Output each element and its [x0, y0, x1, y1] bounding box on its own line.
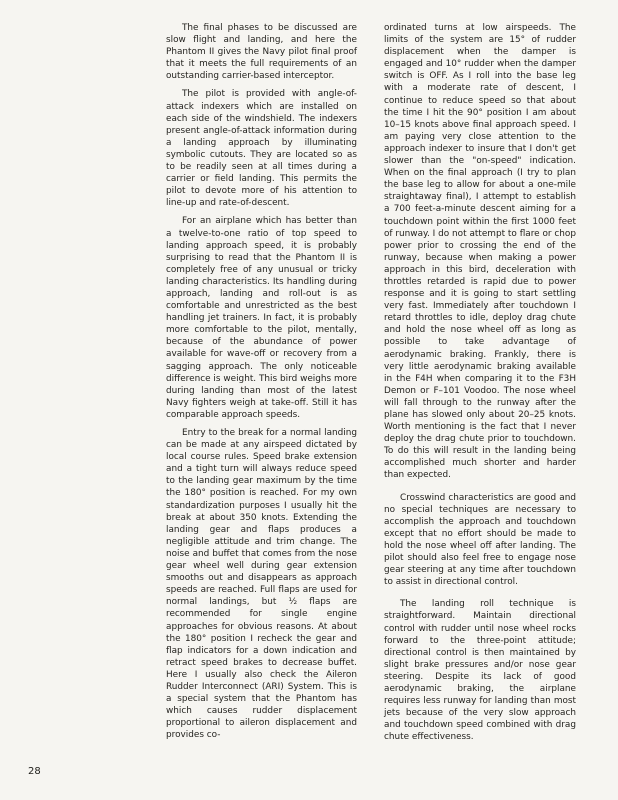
left-column	[166, 22, 357, 747]
page-number: 28	[28, 766, 41, 777]
paragraph: For an airplane which has better than a twelve-to-one ratio of top speed to landing approach speed, it is probably surprising to read that the Phantom II is completely free of any unusual or tricky landing characteristics. Its handling during approach, landing and roll-out is as comfortable and unrestricted as the best handling jet trainers. In fact, it is probably more comfortable to the pilot, mentally, because of the abundance of power available for wave-off or recovery from a sagging approach. The only noticeable difference is weight. This bird weighs more during landing than most of the latest Navy fighters weigh at take-off. Still it has comparable approach speeds.	[166, 216, 357, 420]
paragraph: ordinated turns at low airspeeds. The limits of the system are 15° of rudder displacement when the damper is engaged and 10° rudder when the damper switch is OFF. As I roll into the base leg with a moderate rate of descent, I continue to reduce speed so that about the time I hit the 90° position I am about 10–15 knots above final approach speed. I am paying very close attention to the approach indexer to insure that I don't get slower than the "on-speed" indication. When on the final approach (I try to plan the base leg to allow for about a one-mile straightaway final), I attempt to establish a 700 feet-a-minute descent aiming for a touchdown point within the first 1000 feet of runway. I do not attempt to flare or chop power prior to crossing the end of the runway, because when making a power approach in this bird, deceleration with throttles retarded is rapid due to power response and it is going to start settling very fast. Immediately after touchdown I retard throttles to idle, deploy drag chute and hold the nose wheel off as long as possible to take advantage of aerodynamic braking. Frankly, there is very little aerodynamic braking available in the F4H when comparing it to the F3H Demon or F–101 Voodoo. The nose wheel will fall through to the runway after the plane has slowed only about 20–25 knots. Worth mentioning is the fact that I never deploy the drag chute prior to touchdown. To do this will result in the landing being accomplished much shorter and harder than expected.	[384, 23, 576, 481]
paragraph: Entry to the break for a normal landing can be made at any airspeed dictated by local course rules. Speed brake extension and a tight turn will always reduce speed to the landing gear maximum by the time the 180° position is reached. For my own standardization purposes I usually hit the break at about 350 knots. Extending the landing gear and flaps produces a negligible attitude and trim change. The noise and buffet that comes from the nose gear wheel well during gear extension smooths out and disappears as approach speeds are reached. Full flaps are used for normal landings, but ½ flaps are recommended for single engine approaches for obvious reasons. At about the 180° position I recheck the gear and flap indicators for a down indication and retract speed brakes to decrease buffet. Here I usually also check the Aileron Rudder Interconnect (ARI) System. This is a special system that the Phantom has which causes rudder displacement proportional to aileron displacement and provides co-	[166, 428, 357, 741]
paragraph: Crosswind characteristics are good and no special techniques are necessary to accomplish the approach and touchdown except that no effort should be made to hold the nose wheel off after landing. The pilot should also feel free to engage nose gear steering at any time after touchdown to assist in directional control.	[384, 492, 576, 588]
paragraph: The landing roll technique is straightforward. Maintain directional control with rudder until nose wheel rocks forward to the three-point attitude; directional control is then maintained by slight brake pressures and/or nose gear steering. Despite its lack of good aerodynamic braking, the airplane requires less runway for landing than most jets because of the very slow approach and touchdown speed combined with drag chute effectiveness.	[384, 599, 576, 743]
paragraph: The final phases to be discussed are slow flight and landing, and here the Phantom II gives the Navy pilot final proof that it meets the full requirements of an outstanding carrier-based interceptor.	[166, 23, 357, 82]
right-column	[384, 22, 576, 749]
paragraph: The pilot is provided with angle-of-attack indexers which are installed on each side of the windshield. The indexers present angle-of-attack information during a landing approach by illuminating symbolic cutouts. They are located so as to be readily seen at all times during a carrier or field landing. This permits the pilot to devote more of his attention to line-up and rate-of-descent.	[166, 89, 357, 209]
